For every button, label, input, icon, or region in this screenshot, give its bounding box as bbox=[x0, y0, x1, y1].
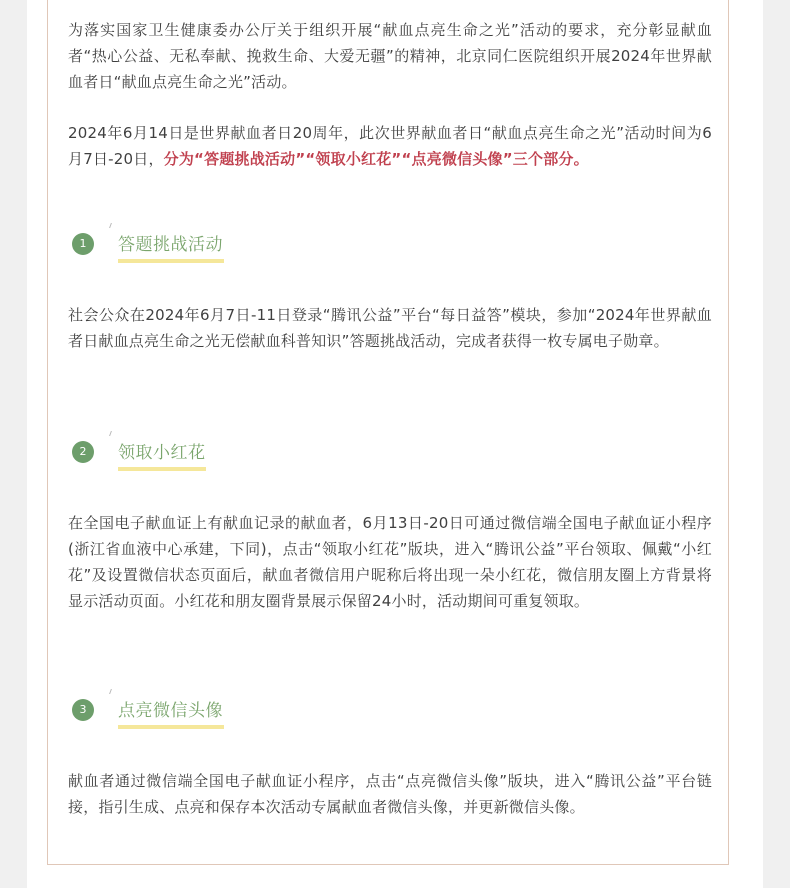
section-2-body: 在全国电子献血证上有献血记录的献血者，6月13日-20日可通过微信端全国电子献血证小程序(浙江省血液中心承建，下同)，点击“领取小红花”版块，进入“腾讯公益”平台领取、佩戴“小红花”及设置微信状态页面后，献血者微信用户昵称后将出现一朵小红花，微信朋友圈上方背景将显示活动页面。小红花和朋友圈背景展示保留24小时，活动期间可重复领取。 bbox=[68, 514, 712, 610]
intro-paragraph-2-text: 2024年6月14日是世界献血者日20周年，此次世界献血者日“献血点亮生命之光”活动时间为6月7日-20日， bbox=[68, 124, 712, 168]
section-title-underline bbox=[118, 467, 206, 471]
section-2-header bbox=[71, 431, 371, 481]
section-title: 点亮微信头像 bbox=[118, 701, 223, 721]
section-number-badge: 3 bbox=[72, 699, 94, 721]
section-title-underline bbox=[118, 725, 224, 729]
section-1-body: 社会公众在2024年6月7日-11日登录“腾讯公益”平台“每日益答”模块，参加“2024年世界献血者日献血点亮生命之光无偿献血科普知识”答题挑战活动，完成者获得一枚专属电子勋章。 bbox=[68, 306, 712, 350]
decorative-tick bbox=[109, 223, 116, 228]
intro-paragraph-2 bbox=[68, 120, 712, 172]
intro-paragraph-1: 为落实国家卫生健康委办公厅关于组织开展“献血点亮生命之光”活动的要求，充分彰显献血者“热心公益、无私奉献、挽救生命、大爱无疆”的精神，北京同仁医院组织开展2024年世界献血者日“献血点亮生命之光”活动。 bbox=[68, 21, 712, 91]
section-3-body: 献血者通过微信端全国电子献血证小程序，点击“点亮微信头像”版块，进入“腾讯公益”平台链接，指引生成、点亮和保存本次活动专属献血者微信头像，并更新微信头像。 bbox=[68, 772, 712, 816]
section-number-badge: 2 bbox=[72, 441, 94, 463]
article-page bbox=[27, 0, 763, 888]
section-title-underline bbox=[118, 259, 224, 263]
section-number-badge: 1 bbox=[72, 233, 94, 255]
intro-paragraph-2-highlight: 分为“答题挑战活动”“领取小红花”“点亮微信头像”三个部分。 bbox=[163, 150, 589, 168]
section-3-header bbox=[71, 689, 371, 739]
decorative-tick bbox=[109, 431, 116, 436]
section-1-header bbox=[71, 223, 371, 273]
section-title: 领取小红花 bbox=[118, 443, 206, 463]
decorative-tick bbox=[109, 689, 116, 694]
section-title: 答题挑战活动 bbox=[118, 235, 223, 255]
